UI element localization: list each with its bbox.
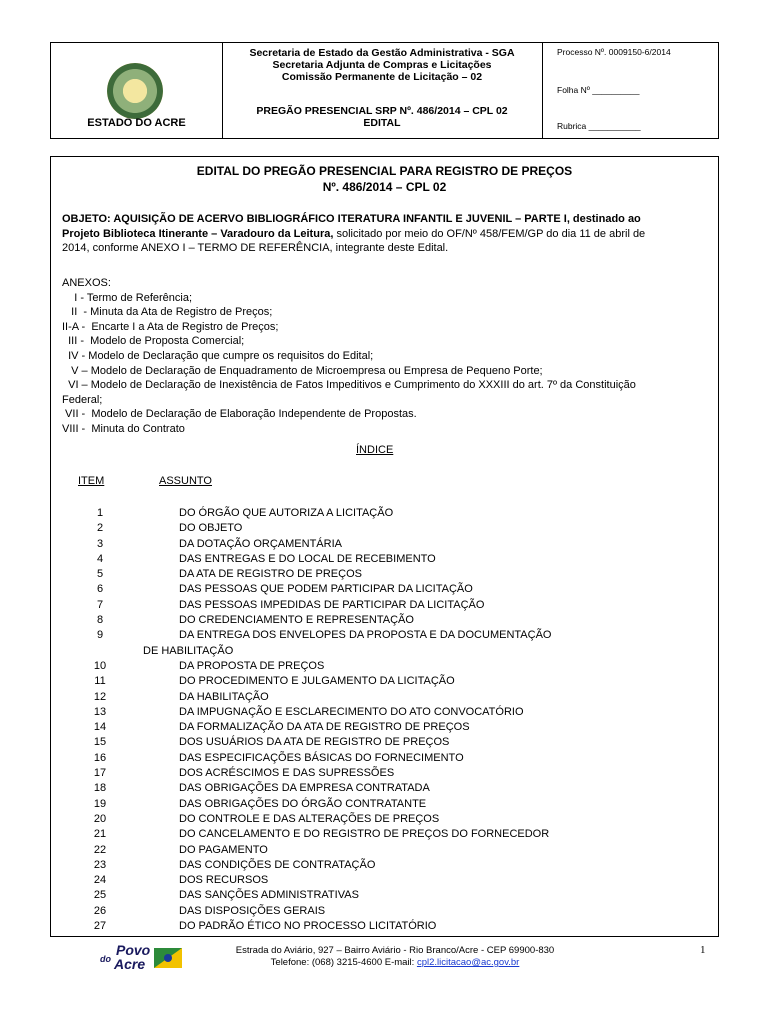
index-row [71, 628, 691, 643]
index-item-subject: DOS RECURSOS [179, 874, 269, 887]
header-line-3: Comissão Permanente de Licitação – 02 [281, 71, 483, 83]
index-item-number: 25 [93, 889, 107, 902]
item-column-header: ITEM [78, 475, 105, 487]
anexo-item: III - Modelo de Proposta Comercial; [62, 335, 245, 348]
index-row [71, 873, 691, 888]
header-line-1: Secretaria de Estado da Gestão Administrativa - SGA [249, 47, 515, 59]
anexo-item: Federal; [62, 393, 103, 406]
index-row [71, 888, 691, 903]
index-item-number: 8 [96, 614, 104, 627]
index-row [71, 613, 691, 628]
index-row [71, 690, 691, 705]
index-item-subject: DAS ENTREGAS E DO LOCAL DE RECEBIMENTO [179, 552, 436, 565]
anexo-item: II - Minuta da Ata de Registro de Preços; [62, 306, 273, 319]
state-seal-icon [107, 63, 163, 119]
index-item-subject: DA ENTREGA DOS ENVELOPES DA PROPOSTA E DA DOCUMENTAÇÃO [179, 629, 552, 642]
index-row [71, 766, 691, 781]
index-item-number: 27 [93, 920, 107, 933]
index-item-number: 19 [93, 797, 107, 810]
assunto-column-header: ASSUNTO [159, 475, 212, 487]
povo-do-acre-logo [88, 942, 188, 976]
index-item-number: 26 [93, 904, 107, 917]
index-item-subject: DA HABILITAÇÃO [179, 690, 269, 703]
objeto-project-name: Projeto Biblioteca Itinerante – Varadouro da Leitura, [62, 227, 334, 240]
index-item-subject: DO PROCEDIMENTO E JULGAMENTO DA LICITAÇÃO [179, 675, 455, 688]
index-item-subject: DOS ACRÉSCIMOS E DAS SUPRESSÕES [179, 767, 395, 780]
pregao-line: PREGÃO PRESENCIAL SRP Nº. 486/2014 – CPL 02 [256, 105, 508, 117]
index-row [71, 797, 691, 812]
index-item-number: 1 [96, 507, 104, 519]
index-row [71, 843, 691, 858]
index-row [71, 904, 691, 919]
anexo-item: IV - Modelo de Declaração que cumpre os requisitos do Edital; [62, 349, 374, 362]
anexos-list [62, 291, 714, 437]
index-row [71, 659, 691, 674]
logo-word-povo: Povo [116, 942, 151, 958]
index-item-number: 21 [93, 828, 107, 841]
page-subtitle: Nº. 486/2014 – CPL 02 [322, 180, 447, 194]
index-item-number: 2 [96, 522, 104, 535]
objeto-line-2 [62, 227, 714, 242]
index-item-subject: DAS CONDIÇÕES DE CONTRATAÇÃO [179, 858, 376, 871]
footer-address: Estrada do Aviário, 927 – Bairro Aviário - Rio Branco/Acre - CEP 69900-830 [235, 945, 555, 956]
index-row [71, 919, 691, 934]
edital-line: EDITAL [363, 117, 401, 129]
index-row [71, 751, 691, 766]
processo-number: Processo Nº. 0009150-6/2014 [557, 47, 671, 57]
index-item-number: 10 [93, 659, 107, 672]
footer-contact [180, 957, 610, 969]
index-item-number: 23 [93, 858, 107, 871]
header-line-2: Secretaria Adjunta de Compras e Licitações [272, 59, 492, 71]
index-row [71, 705, 691, 720]
objeto-paragraph [62, 212, 714, 256]
anexos-label: ANEXOS: [62, 277, 111, 289]
index-item-subject: DE HABILITAÇÃO [143, 644, 234, 657]
page-title: EDITAL DO PREGÃO PRESENCIAL PARA REGISTRO DE PREÇOS [196, 164, 573, 178]
anexo-item: VII - Modelo de Declaração de Elaboração Independente de Propostas. [62, 408, 417, 421]
index-item-subject: DO PADRÃO ÉTICO NO PROCESSO LICITATÓRIO [179, 920, 437, 933]
index-row [71, 812, 691, 827]
header-process-cell [542, 43, 719, 138]
objeto-line-3: 2014, conforme ANEXO I – TERMO DE REFERÊNCIA, integrante deste Edital. [62, 242, 449, 255]
index-row [71, 858, 691, 873]
index-item-subject: DAS OBRIGAÇÕES DA EMPRESA CONTRATADA [179, 782, 430, 795]
index-item-subject: DAS PESSOAS QUE PODEM PARTICIPAR DA LICITAÇÃO [179, 583, 473, 596]
index-row [71, 674, 691, 689]
index-item-subject: DAS SANÇÕES ADMINISTRATIVAS [179, 889, 359, 902]
anexo-item: VIII - Minuta do Contrato [62, 422, 185, 435]
index-row [71, 644, 691, 659]
index-item-number: 12 [93, 690, 107, 703]
index-item-number: 6 [96, 583, 104, 596]
index-item-number: 4 [96, 552, 104, 565]
index-row [71, 506, 691, 521]
index-item-number: 9 [96, 629, 104, 642]
footer-phone: Telefone: (068) 3215-4600 E-mail: [270, 957, 417, 968]
index-item-subject: DO PAGAMENTO [179, 843, 268, 856]
anexo-item: II-A - Encarte I a Ata de Registro de Preços; [62, 320, 279, 333]
anexo-item: I - Termo de Referência; [62, 291, 193, 304]
index-item-number: 11 [94, 675, 106, 688]
index-list [71, 506, 691, 934]
index-row [71, 827, 691, 842]
index-item-subject: DO CREDENCIAMENTO E REPRESENTAÇÃO [179, 614, 414, 627]
index-item-subject: DA ATA DE REGISTRO DE PREÇOS [179, 568, 362, 581]
header-logo-cell [51, 43, 223, 138]
state-label: ESTADO DO ACRE [87, 117, 186, 129]
index-item-number: 17 [93, 767, 107, 780]
index-item-subject: DO OBJETO [179, 522, 243, 535]
index-item-number: 14 [93, 721, 107, 734]
index-item-subject: DA DOTAÇÃO ORÇAMENTÁRIA [179, 537, 342, 550]
index-row [71, 598, 691, 613]
index-item-subject: DO ÓRGÃO QUE AUTORIZA A LICITAÇÃO [179, 507, 394, 519]
objeto-line-1: OBJETO: AQUISIÇÃO DE ACERVO BIBLIOGRÁFICO ITERATURA INFANTIL E JUVENIL – PARTE I, destinado ao [62, 213, 641, 225]
rubrica-field: Rubrica ___________ [557, 121, 641, 131]
index-item-subject: DOS USUÁRIOS DA ATA DE REGISTRO DE PREÇOS [179, 736, 450, 749]
index-item-number: 18 [93, 782, 107, 795]
index-row [71, 781, 691, 796]
index-row [71, 720, 691, 735]
document-header [50, 42, 719, 139]
index-row [71, 582, 691, 597]
anexo-item: V – Modelo de Declaração de Enquadramento de Microempresa ou Empresa de Pequeno Porte; [62, 364, 543, 377]
index-item-number: 16 [93, 751, 107, 764]
index-item-number: 22 [93, 843, 107, 856]
index-item-subject: DA IMPUGNAÇÃO E ESCLARECIMENTO DO ATO CONVOCATÓRIO [179, 705, 524, 718]
index-item-subject: DA PROPOSTA DE PREÇOS [179, 659, 325, 672]
index-item-subject: DO CONTROLE E DAS ALTERAÇÕES DE PREÇOS [179, 812, 440, 825]
objeto-line-2-text: solicitado por meio do OF/Nº 458/FEM/GP do dia 11 de abril de [333, 227, 646, 240]
index-row [71, 735, 691, 750]
index-item-number: 7 [96, 598, 104, 611]
index-item-number: 13 [93, 705, 107, 718]
logo-word-do: do [100, 954, 111, 964]
index-item-subject: DAS DISPOSIÇÕES GERAIS [179, 904, 326, 917]
index-item-number: 20 [93, 812, 107, 825]
indice-heading: ÍNDICE [356, 444, 394, 456]
index-item-number: 3 [96, 537, 104, 550]
index-item-subject: DA FORMALIZAÇÃO DA ATA DE REGISTRO DE PREÇOS [179, 721, 470, 734]
index-item-number: 24 [93, 874, 107, 887]
index-item-subject: DAS ESPECIFICAÇÕES BÁSICAS DO FORNECIMENTO [179, 751, 464, 764]
footer-email-link[interactable]: cpl2.licitacao@ac.gov.br [416, 957, 520, 968]
logo-word-acre: Acre [114, 956, 146, 972]
anexos-section [62, 276, 714, 437]
page-number: 1 [700, 944, 706, 956]
index-row [71, 537, 691, 552]
index-item-number: 15 [93, 736, 107, 749]
index-item-subject: DAS OBRIGAÇÕES DO ÓRGÃO CONTRATANTE [179, 797, 427, 810]
index-row [71, 552, 691, 567]
index-item-subject: DO CANCELAMENTO E DO REGISTRO DE PREÇOS DO FORNECEDOR [179, 828, 550, 841]
anexo-item: VI – Modelo de Declaração de Inexistência de Fatos Impeditivos e Cumprimento do XXXIII do art. 7º da Constituição [62, 379, 636, 392]
index-item-subject: DAS PESSOAS IMPEDIDAS DE PARTICIPAR DA LICITAÇÃO [179, 598, 485, 611]
index-item-number: 5 [96, 568, 104, 581]
folha-field: Folha Nº __________ [557, 85, 640, 95]
index-row [71, 567, 691, 582]
index-row [71, 521, 691, 536]
